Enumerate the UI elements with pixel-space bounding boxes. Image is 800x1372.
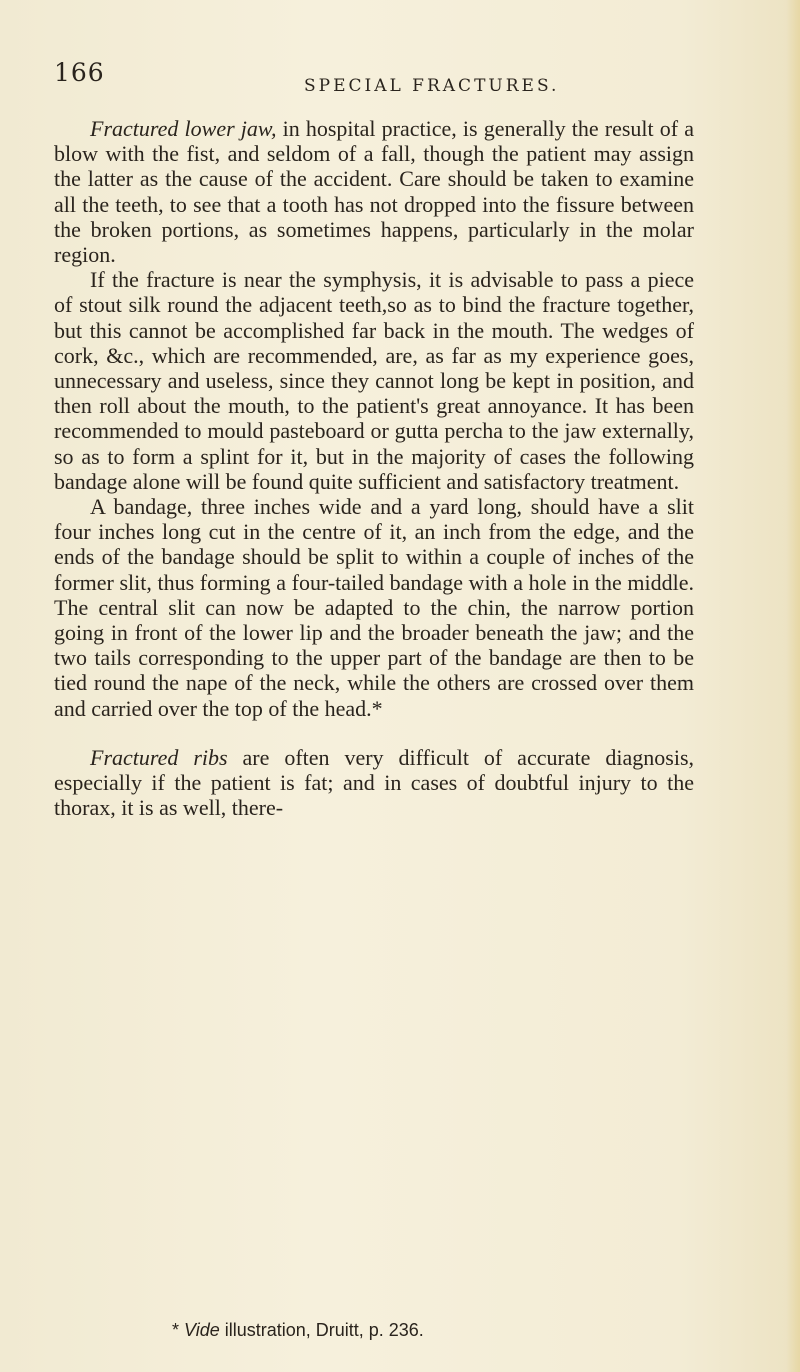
running-head: SPECIAL FRACTURES. — [304, 76, 560, 96]
section-run-in-heading: Fractured lower jaw, — [90, 116, 277, 141]
page-header — [54, 58, 654, 98]
footnote-marker: * — [172, 1320, 185, 1340]
paragraph-fractured-ribs — [54, 745, 694, 821]
paragraph-text: A bandage, three inches wide and a yard long, should have a slit four inches long cut in the centre of it, an inch from the edge, and the ends of the bandage should be split to within a couple of inches of the former slit, thus forming a four-tailed bandage with a hole in the middle. The central slit can now be adapted to the chin, the narrow portion going in front of the lower lip and the broader beneath the jaw; and the two tails corresponding to the upper part of the bandage are then to be tied round the nape of the neck, while the others are crossed over them and carried over the top of the head.* — [54, 494, 694, 721]
page-edge-stain — [786, 0, 800, 1372]
paragraph-text: If the fracture is near the symphysis, it is advisable to pass a piece of stout silk round the adjacent teeth,so as to bind the fracture together, but this cannot be accomplished far back in the mouth. The wedges of cork, &c., which are recommended, are, as far as my experience goes, unnecessary and useless, since they cannot long be kept in position, and then roll about the mouth, to the patient's great annoyance. It has been recommended to mould pasteboard or gutta percha to the jaw externally, so as to form a splint for it, but in the majority of cases the following bandage alone will be found quite sufficient and satisfactory treatment. — [54, 267, 694, 494]
paragraph-text: are often very difficult of accurate diagnosis, especially if the patient is fat; and in cases of doubtful injury to the thorax, it is as well, there- — [54, 744, 694, 821]
section-run-in-heading: Fractured ribs — [90, 744, 228, 770]
footnote-text: illustration, Druitt, p. 236. — [219, 1320, 424, 1340]
paragraph-fractured-lower-jaw — [54, 116, 694, 267]
footnote-vide: Vide — [184, 1320, 220, 1340]
paragraph-bandage — [54, 494, 694, 721]
paragraph-text: in hospital practice, is generally the result of a blow with the fist, and seldom of a fall, though the patient may assign the latter as the cause of the accident. Care should be taken to examine all the teeth, to see that a tooth has not dropped into the fissure between the broken portions, as sometimes happens, particularly in the molar region. — [54, 116, 695, 268]
footnote — [172, 1320, 692, 1341]
page-number: 166 — [54, 58, 105, 87]
paragraph-symphysis — [54, 267, 694, 494]
body-text — [54, 116, 694, 820]
